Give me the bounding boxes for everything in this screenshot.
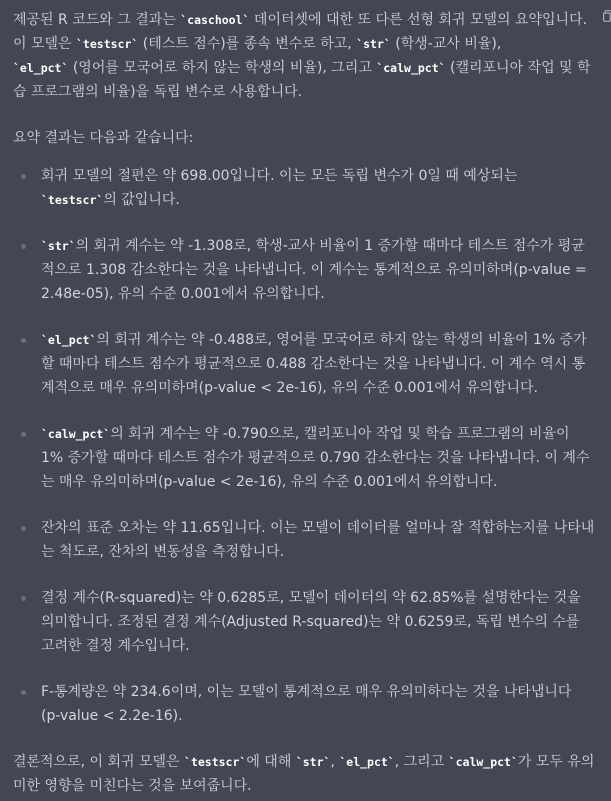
inline-code: `caschool` bbox=[180, 13, 250, 27]
text-run: 가 모두 유의미한 영향을 미친다는 것을 보여줍니다. bbox=[13, 754, 595, 794]
text-run: , 그리고 bbox=[394, 754, 449, 770]
bullet-icon bbox=[21, 174, 26, 179]
inline-code: `str` bbox=[41, 239, 76, 253]
text-run: 의 회귀 계수는 약 -0.488로, 영어를 모국어로 하지 않는 학생의 비율이 1% 증가할 때마다 테스트 점수가 평균적으로 0.488 감소한다는 것을 나타냅니다. 이 계수 역시 통계적으로 매우 유의미하며(p-value < 2e-16), 유의 수준 0.001에서 유의합니다. bbox=[41, 332, 587, 396]
bullet-icon bbox=[21, 244, 26, 249]
bullet-icon bbox=[21, 432, 26, 437]
text-run: 결정 계수(R-squared)는 약 0.6285로, 모델이 데이터의 약 62.85%를 설명한다는 것을 의미합니다. 조정된 결정 계수(Adjusted R-squared)는 약 0.6259로, 독립 변수의 수를 고려한 결정 계수입니다. bbox=[41, 590, 581, 654]
inline-code: `testscr` bbox=[184, 755, 247, 769]
inline-code: `testscr` bbox=[41, 193, 104, 207]
text-run: (테스트 점수)를 종속 변수로 하고, bbox=[138, 36, 357, 52]
inline-code: `el_pct` bbox=[41, 333, 97, 347]
inline-code: `testscr` bbox=[76, 37, 139, 51]
text-run: , bbox=[330, 754, 340, 770]
list-item bbox=[13, 516, 595, 564]
text-run: 의 값입니다. bbox=[103, 192, 180, 208]
bullet-icon bbox=[21, 596, 26, 601]
bullet-icon bbox=[21, 690, 26, 695]
list-item bbox=[13, 328, 595, 400]
inline-code: `str` bbox=[295, 755, 331, 769]
text-run: 의 회귀 계수는 약 -1.308로, 학생-교사 비율이 1 증가할 때마다 테스트 점수가 평균적으로 1.308 감소한다는 것을 나타냅니다. 이 계수는 통계적으로 유의미하며(p-value = 2.48e-05), 유의 수준 0.001에서 유의합니다. bbox=[41, 238, 587, 302]
text-run: F-통계량은 약 234.6이며, 이는 모델이 통계적으로 매우 유의미하다는 것을 나타냅니다 (p-value < 2.2e-16). bbox=[41, 684, 572, 724]
summary-lead: 요약 결과는 다음과 같습니다: bbox=[13, 130, 194, 146]
text-run: (학생-교사 비율), bbox=[390, 36, 502, 52]
inline-code: `calw_pct` bbox=[41, 427, 111, 441]
summary-list bbox=[13, 164, 595, 728]
list-item bbox=[13, 586, 595, 658]
text-run: 잔차의 표준 오차는 약 11.65입니다. 이는 모델이 데이터를 얼마나 잘 적합하는지를 나타내는 척도로, 잔차의 변동성을 측정합니다. bbox=[41, 520, 595, 560]
assistant-message bbox=[13, 8, 595, 798]
copy-icon[interactable] bbox=[603, 10, 611, 22]
conclusion-paragraph bbox=[13, 750, 595, 798]
list-item bbox=[13, 234, 595, 306]
text-run: (영어를 모국어로 하지 않는 학생의 비율), 그리고 bbox=[68, 60, 377, 76]
text-run: 제공된 R 코드와 그 결과는 bbox=[13, 12, 181, 28]
list-item bbox=[13, 680, 595, 728]
text-run: 에 대해 bbox=[246, 754, 296, 770]
text-run: 결론적으로, 이 회귀 모델은 bbox=[13, 754, 185, 770]
inline-code: `calw_pct` bbox=[448, 755, 518, 769]
intro-paragraph bbox=[13, 8, 595, 104]
bullet-icon bbox=[21, 338, 26, 343]
inline-code: `str` bbox=[356, 37, 391, 51]
inline-code: `el_pct` bbox=[339, 755, 395, 769]
inline-code: `el_pct` bbox=[13, 61, 69, 75]
bullet-icon bbox=[21, 526, 26, 531]
list-item bbox=[13, 164, 595, 212]
text-run: 회귀 모델의 절편은 약 698.00입니다. 이는 모든 독립 변수가 0일 때 예상되는 bbox=[41, 168, 518, 184]
inline-code: `calw_pct` bbox=[376, 61, 446, 75]
text-run: (캘리포니아 작업 및 학습 프로그램의 비율)을 독립 변수로 사용합니다. bbox=[13, 60, 591, 100]
text-run: 의 회귀 계수는 약 -0.790으로, 캘리포니아 작업 및 학습 프로그램의 비율이 1% 증가할 때마다 테스트 점수가 평균적으로 0.790 감소한다는 것을 나타냅니다. 이 계수는 매우 유의미하며(p-value < 2e-16), 유의 수준 0.001에서 유의합니다. bbox=[41, 426, 590, 490]
list-item bbox=[13, 422, 595, 494]
text-run: 데이터셋에 대한 또 다른 선형 회귀 모델의 요약입니다. 이 모델은 bbox=[13, 12, 588, 52]
